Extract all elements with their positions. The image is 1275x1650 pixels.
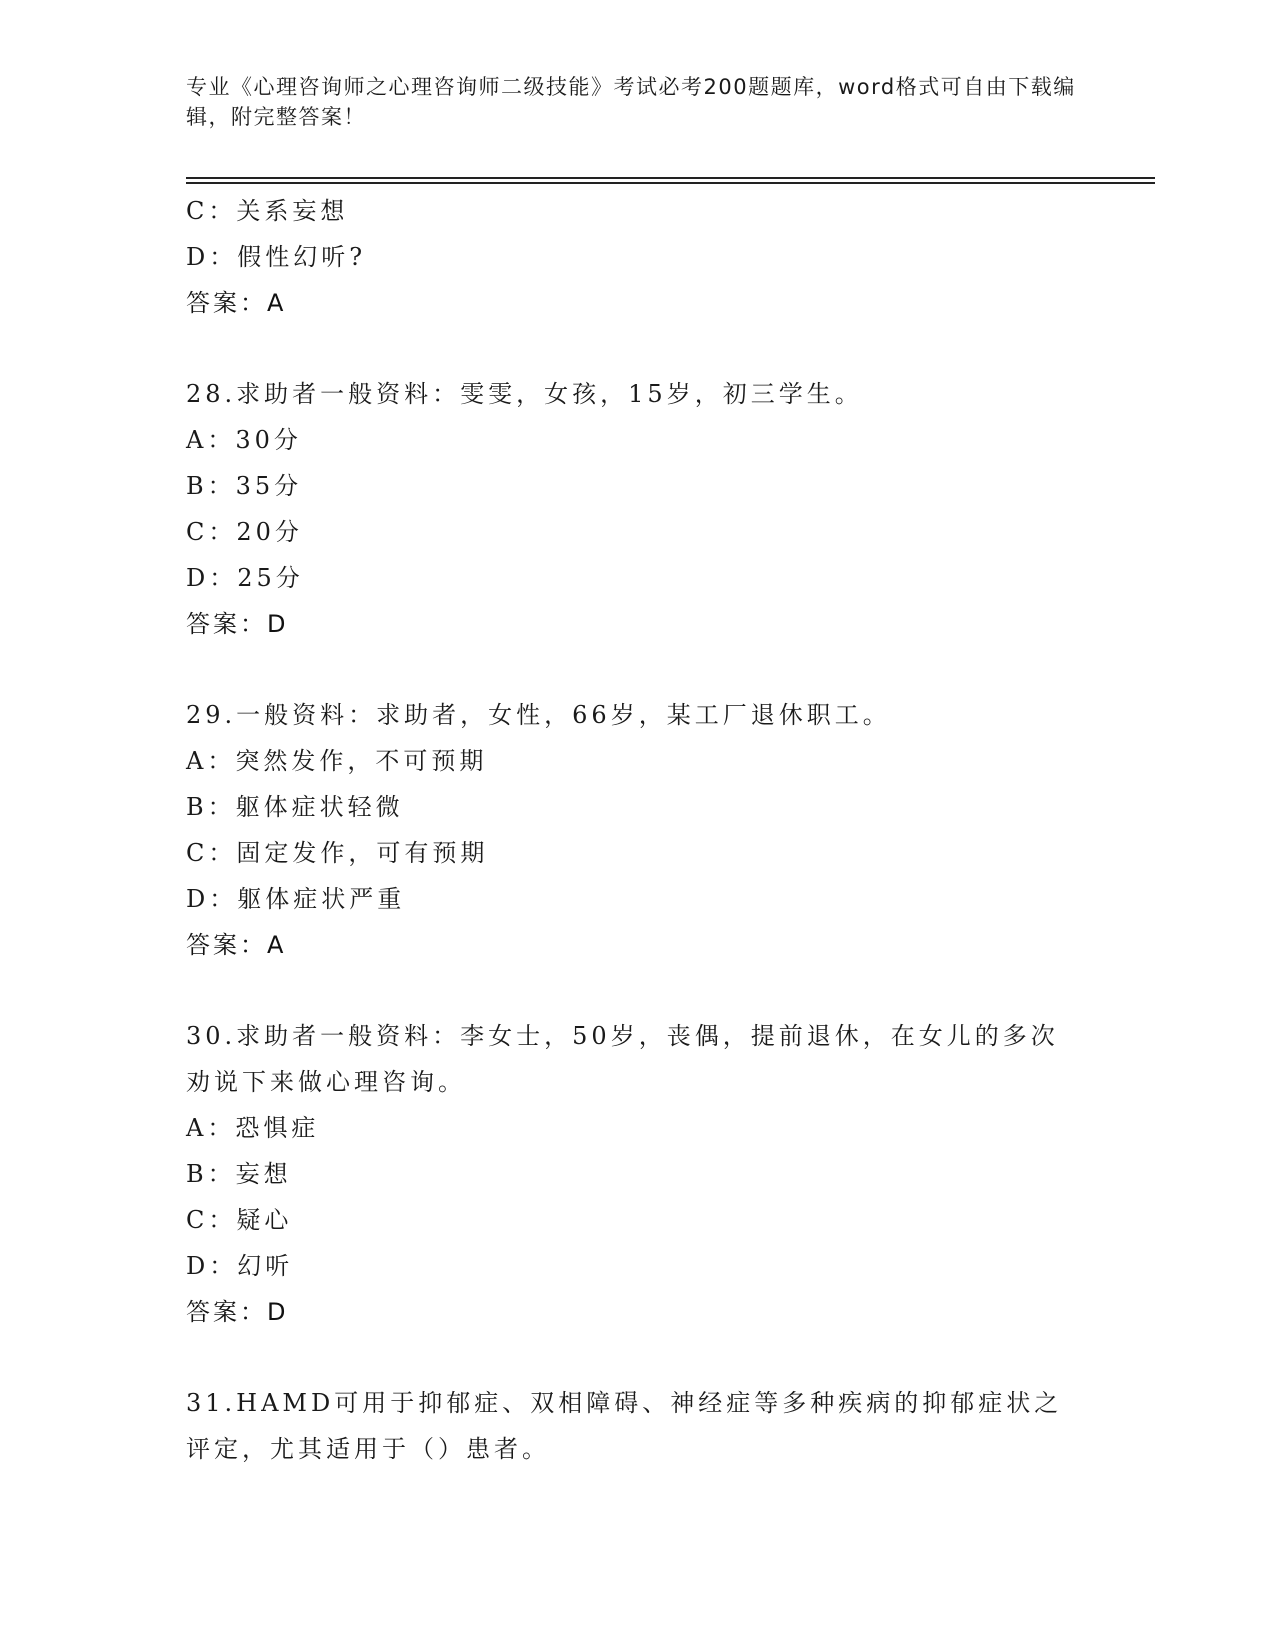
document-header: 专业《心理咨询师之心理咨询师二级技能》考试必考200题题库，word格式可自由下载编辑，附完整答案！ bbox=[186, 75, 1076, 129]
option-c: C：20分 bbox=[186, 518, 303, 546]
option-d: D：躯体症状严重 bbox=[186, 885, 406, 913]
spacer bbox=[186, 968, 1086, 1013]
answer-line: 答案：A bbox=[186, 931, 287, 959]
option-c: C：关系妄想 bbox=[186, 197, 349, 225]
question-stem: 28.求助者一般资料：雯雯，女孩，15岁，初三学生。 bbox=[186, 380, 863, 408]
option-a: A：30分 bbox=[186, 426, 302, 454]
option-d: D：假性幻听? bbox=[186, 243, 367, 271]
header-divider-top bbox=[186, 177, 1155, 179]
question-block-31 bbox=[186, 1380, 1086, 1472]
option-a: A：突然发作，不可预期 bbox=[186, 747, 488, 775]
spacer bbox=[186, 326, 1086, 371]
spacer bbox=[186, 647, 1086, 692]
answer-line: 答案：D bbox=[186, 1298, 289, 1326]
question-block-28 bbox=[186, 371, 1086, 647]
option-d: D：25分 bbox=[186, 564, 304, 592]
answer-line: 答案：D bbox=[186, 610, 289, 638]
header-divider-bottom bbox=[186, 182, 1155, 184]
question-stem: 31.HAMD可用于抑郁症、双相障碍、神经症等多种疾病的抑郁症状之评定，尤其适用于（）患者。 bbox=[186, 1389, 1063, 1463]
question-block-30 bbox=[186, 1013, 1086, 1335]
option-b: B：躯体症状轻微 bbox=[186, 793, 404, 821]
question-stem: 29.一般资料：求助者，女性，66岁，某工厂退休职工。 bbox=[186, 701, 891, 729]
option-b: B：35分 bbox=[186, 472, 303, 500]
option-a: A：恐惧症 bbox=[186, 1114, 320, 1142]
question-block-29 bbox=[186, 692, 1086, 968]
question-list bbox=[186, 188, 1086, 1472]
question-block-27 bbox=[186, 188, 1086, 326]
option-c: C：疑心 bbox=[186, 1206, 293, 1234]
answer-line: 答案：A bbox=[186, 289, 287, 317]
option-d: D：幻听 bbox=[186, 1252, 294, 1280]
question-stem: 30.求助者一般资料：李女士，50岁，丧偶，提前退休，在女儿的多次劝说下来做心理咨询。 bbox=[186, 1022, 1059, 1096]
spacer bbox=[186, 1335, 1086, 1380]
option-c: C：固定发作，可有预期 bbox=[186, 839, 489, 867]
option-b: B：妄想 bbox=[186, 1160, 292, 1188]
